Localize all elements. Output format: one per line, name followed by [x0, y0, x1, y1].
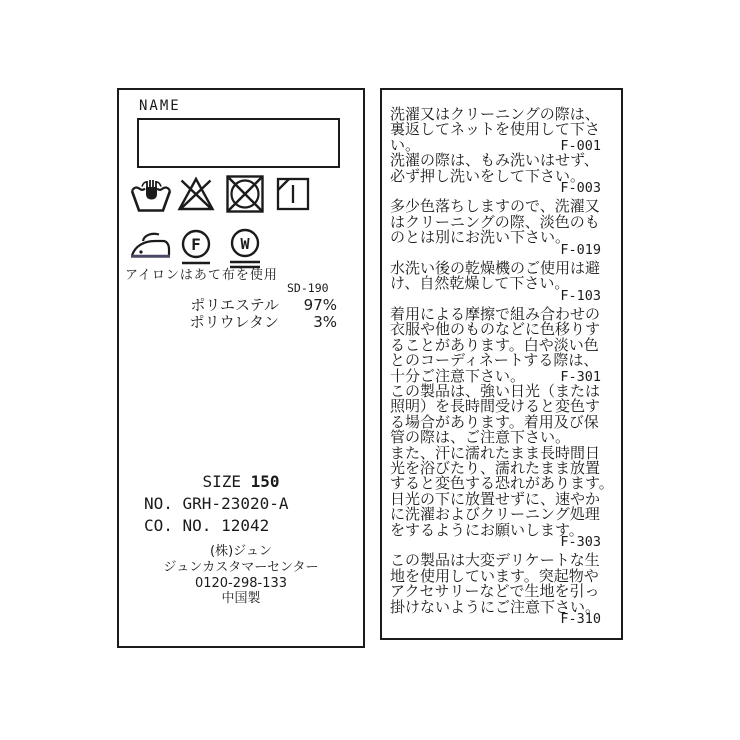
- instruction-text: 十分ご注意下さい。: [390, 366, 526, 385]
- item-number: NO. GRH-23020-A: [144, 494, 289, 513]
- composition-row: [119, 314, 337, 331]
- instruction-line: [390, 257, 601, 277]
- instruction-line: [390, 149, 601, 170]
- instruction-line: [390, 195, 601, 216]
- care-label-front-panel: [117, 88, 365, 648]
- size-value: 150: [250, 472, 280, 491]
- dry-clean-f-icon: [179, 229, 213, 267]
- instruction-text: 多少色落ちしますので、洗濯又: [390, 197, 600, 216]
- fabric-composition-table: [119, 297, 337, 331]
- instruction-code: F-003: [560, 179, 601, 196]
- co-number: CO. NO. 12042: [144, 516, 270, 535]
- instruction-line: [390, 118, 601, 139]
- instruction-code: F-301: [560, 368, 601, 385]
- instruction-text: け、自然乾燥して下さい。: [390, 274, 570, 293]
- name-write-in-box: [137, 118, 340, 168]
- instruction-line: [390, 488, 601, 508]
- instruction-text: とのコーディネートする際は、: [390, 351, 599, 370]
- instruction-line: [390, 211, 601, 231]
- care-instructions-text: [382, 90, 621, 626]
- company-info-line: 中国製: [221, 591, 261, 607]
- instruction-line: [390, 380, 601, 401]
- instruction-text: 洗濯の際は、もみ洗いはせず、: [390, 151, 599, 170]
- instruction-text: 地を使用しています。突起物や: [390, 566, 599, 585]
- instruction-line: [390, 395, 601, 416]
- instruction-line: [390, 303, 601, 324]
- company-info-block: [119, 544, 363, 607]
- instruction-text: 水洗い後の乾燥機のご使用は避: [390, 258, 601, 277]
- instruction-text: に洗濯およびクリーニング処理: [390, 505, 600, 524]
- instruction-text: すると変色する恐れがあります。: [390, 474, 614, 493]
- do-not-tumble-dry-icon: [225, 174, 265, 214]
- hand-wash-icon: [129, 179, 173, 213]
- instruction-text: い。: [390, 135, 421, 154]
- company-info-line: 0120-298-133: [194, 575, 288, 591]
- instruction-text: 掛けないようにご注意下さい。: [390, 597, 601, 616]
- instruction-code: F-103: [560, 287, 601, 304]
- instruction-line: [390, 580, 601, 601]
- instruction-text: 必ず押し洗いをして下さい。: [390, 166, 586, 185]
- instruction-line: [390, 226, 601, 247]
- instruction-text: る場合があります。着用及び保: [390, 412, 599, 431]
- instruction-code: F-019: [560, 241, 601, 258]
- instruction-text: 管の際は、ご注意下さい。: [390, 428, 571, 447]
- instruction-text: 照明）を長時間受けると変色す: [390, 397, 601, 416]
- size-label: SIZE: [202, 472, 241, 491]
- instruction-text: また、汗に濡れたまま長時間日: [390, 443, 601, 462]
- instruction-line: [390, 165, 601, 185]
- material-name: ポリエステル: [190, 296, 279, 314]
- do-not-bleach-icon: [176, 176, 216, 212]
- instruction-code: F-303: [560, 533, 601, 550]
- size-line: [119, 472, 363, 491]
- instruction-code: F-001: [560, 137, 601, 154]
- svg-text:F: F: [191, 235, 201, 254]
- hang-dry-in-shade-icon: [276, 177, 310, 211]
- instruction-text: 裏返してネットを使用して下さ: [390, 120, 601, 139]
- instruction-line: [390, 272, 601, 293]
- instruction-line: [390, 442, 601, 462]
- instruction-text: 日光の下に放置せずに、速やか: [390, 489, 601, 508]
- company-info-line: (株)ジュン: [210, 544, 272, 559]
- instruction-line: [390, 411, 601, 431]
- instruction-text: 洗濯又はクリーニングの際は、: [390, 105, 600, 123]
- instruction-line: [390, 565, 601, 585]
- svg-text:W: W: [240, 235, 250, 253]
- name-field-label: NAME: [139, 98, 181, 114]
- instruction-line: [390, 318, 601, 339]
- iron-icon: [129, 231, 171, 259]
- instruction-text: のとは別にお洗い下さい。: [390, 228, 571, 247]
- instruction-line: [390, 596, 601, 616]
- instruction-line: [390, 503, 601, 524]
- instruction-code: F-310: [560, 610, 601, 627]
- instruction-text: この製品は大変デリケートな生: [390, 551, 600, 570]
- instruction-line: [390, 349, 601, 370]
- instruction-text: 光を浴びたり、濡れたまま放置: [390, 458, 601, 477]
- composition-row: [119, 297, 337, 314]
- instruction-line: [390, 549, 601, 570]
- instruction-text: ることがあります。白や淡い色: [390, 335, 599, 354]
- sd-code: SD-190: [287, 281, 329, 295]
- instruction-line: [390, 334, 601, 354]
- instruction-line: [390, 472, 614, 493]
- instruction-line: [390, 519, 601, 539]
- care-instructions-panel: [380, 88, 623, 640]
- instruction-text: アクセサリーなどで生地を引っ: [390, 582, 600, 601]
- instruction-line: [390, 103, 601, 123]
- material-percent: 3%: [313, 313, 337, 331]
- material-name: ポリウレタン: [189, 313, 279, 331]
- instruction-text: はクリーニングの際、淡色のも: [390, 212, 600, 231]
- material-percent: 97%: [303, 296, 337, 314]
- instruction-text: 衣服や他のものなどに色移りす: [390, 320, 601, 339]
- instruction-line: [390, 426, 601, 447]
- instruction-text: 着用による摩擦で組み合わせの: [390, 305, 601, 324]
- instruction-line: [390, 457, 601, 477]
- company-info-line: ジュンカスタマーセンター: [163, 559, 319, 575]
- instruction-text: をするようにお願いします。: [390, 520, 584, 539]
- instruction-text: この製品は、強い日光（または: [390, 382, 601, 401]
- iron-note-text: アイロンはあて布を使用: [125, 268, 278, 283]
